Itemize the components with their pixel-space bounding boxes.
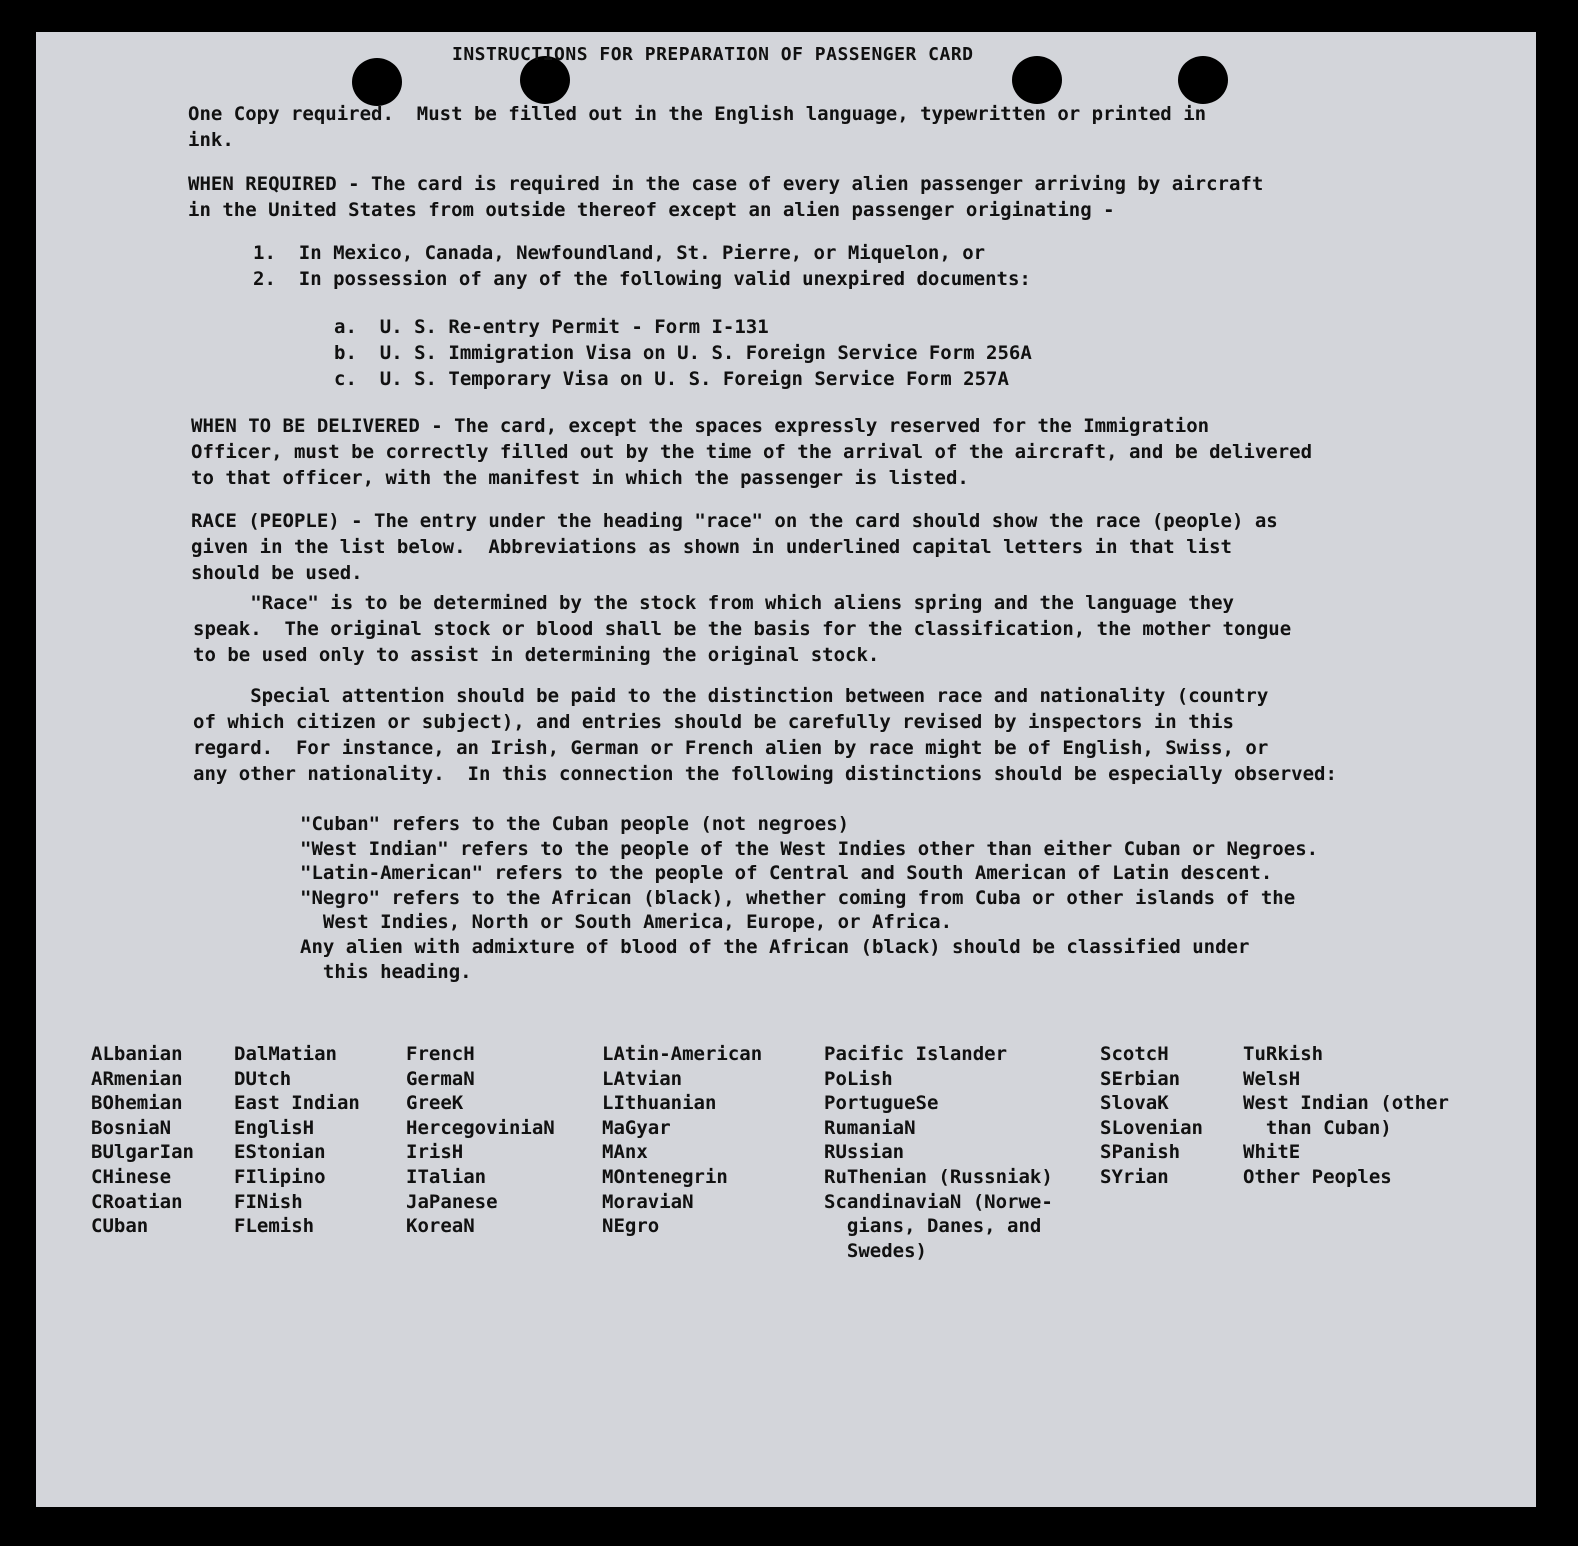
list-item: 1. In Mexico, Canada, Newfoundland, St. Pierre, or Miquelon, or: [253, 242, 986, 264]
race-column: [602, 1042, 762, 1239]
race-entry: EnglisH: [234, 1116, 315, 1139]
race-entry: Swedes): [824, 1239, 927, 1262]
race-entry: than Cuban): [1243, 1116, 1392, 1139]
race-paragraph: [191, 508, 1278, 586]
race-entry: BOhemian: [91, 1092, 183, 1115]
text-line: given in the list below. Abbreviations as shown in underlined capital letters in that list: [191, 536, 1232, 558]
race-entry: SYrian: [1100, 1165, 1169, 1188]
race-entry: LAtin-American: [602, 1043, 763, 1065]
race-entry: ScandinaviaN (Norwe-: [824, 1190, 1053, 1213]
text-line: to be used only to assist in determining the original stock.: [193, 644, 880, 666]
race-entry: RUssian: [824, 1141, 905, 1164]
race-entry: BUlgarIan: [91, 1141, 194, 1164]
document-page: [36, 32, 1536, 1507]
when-required-paragraph: [188, 171, 1263, 223]
race-entry: WelsH: [1243, 1067, 1301, 1090]
intro-paragraph: [188, 101, 1206, 153]
race-entry: HercegoviniaN: [406, 1116, 555, 1139]
race-column: [1243, 1042, 1449, 1190]
race-entry: NEgro: [602, 1215, 660, 1238]
race-entry: CUban: [91, 1215, 149, 1238]
text-line: speak. The original stock or blood shall be the basis for the classification, the mother tongue: [193, 618, 1292, 640]
race-entry: WhitE: [1243, 1141, 1301, 1164]
text-line: regard. For instance, an Irish, German or French alien by race might be of English, Swiss, or: [193, 737, 1269, 759]
race-entry: ITalian: [406, 1165, 487, 1188]
text-line: RACE (PEOPLE) - The entry under the heading "race" on the card should show the race (people) as: [191, 510, 1278, 532]
race-entry: KoreaN: [406, 1215, 475, 1238]
race-entry: gians, Danes, and: [824, 1215, 1042, 1238]
punch-hole: [1012, 56, 1062, 104]
race-entry: PoLish: [824, 1067, 893, 1090]
text-line: "Latin-American" refers to the people of Central and South American of Latin descent.: [300, 862, 1273, 885]
race-entry: West Indian (other: [1243, 1092, 1449, 1115]
race-entry: RumaniaN: [824, 1116, 916, 1139]
text-line: WHEN REQUIRED - The card is required in the case of every alien passenger arriving by aircraft: [188, 173, 1264, 195]
race-entry: Pacific Islander: [824, 1043, 1008, 1065]
lettered-list: [334, 314, 1032, 392]
page-title: INSTRUCTIONS FOR PREPARATION OF PASSENGER CARD: [452, 44, 974, 65]
race-entry: LAtvian: [602, 1067, 683, 1090]
text-line: Special attention should be paid to the distinction between race and nationality (country: [193, 685, 1269, 707]
text-line: in the United States from outside thereof except an alien passenger originating -: [188, 199, 1115, 221]
text-line: "Negro" refers to the African (black), whether coming from Cuba or other islands of the: [300, 886, 1296, 909]
punch-hole: [352, 58, 402, 106]
race-entry: Other Peoples: [1243, 1165, 1392, 1188]
race-entry: MaGyar: [602, 1116, 671, 1139]
text-line: "Cuban" refers to the Cuban people (not negroes): [300, 813, 850, 835]
list-item: a. U. S. Re-entry Permit - Form I-131: [334, 316, 769, 338]
text-line: West Indies, North or South America, Europe, or Africa.: [300, 911, 953, 934]
race-entry: DUtch: [234, 1067, 292, 1090]
race-entry: ALbanian: [91, 1043, 183, 1065]
race-entry: IrisH: [406, 1141, 464, 1164]
text-line: "West Indian" refers to the people of the West Indies other than either Cuban or Negroes.: [300, 837, 1319, 860]
race-entry: FINish: [234, 1190, 303, 1213]
race-entry: FrencH: [406, 1043, 475, 1065]
text-line: to that officer, with the manifest in which the passenger is listed.: [191, 467, 969, 489]
race-entry: SlovaK: [1100, 1092, 1169, 1115]
race-column: [91, 1042, 194, 1239]
text-line: Any alien with admixture of blood of the African (black) should be classified under: [300, 935, 1250, 958]
race-entry: ScotcH: [1100, 1043, 1169, 1065]
race-stock-paragraph: [193, 590, 1291, 668]
text-line: One Copy required. Must be filled out in the English language, typewritten or printed in: [188, 103, 1207, 125]
race-entry: EStonian: [234, 1141, 326, 1164]
text-line: WHEN TO BE DELIVERED - The card, except the spaces expressly reserved for the Immigration: [191, 415, 1210, 437]
text-line: any other nationality. In this connection the following distinctions should be especially observed:: [193, 763, 1337, 785]
race-entry: GreeK: [406, 1092, 464, 1115]
race-entry: MAnx: [602, 1141, 648, 1164]
list-item: 2. In possession of any of the following valid unexpired documents:: [253, 268, 1031, 290]
race-entry: SPanish: [1100, 1141, 1181, 1164]
distinctions-list: [300, 812, 1318, 984]
race-entry: SErbian: [1100, 1067, 1181, 1090]
race-entry: DalMatian: [234, 1043, 337, 1065]
race-entry: MOntenegrin: [602, 1165, 728, 1188]
text-line: should be used.: [191, 562, 363, 584]
race-entry: East Indian: [234, 1092, 360, 1115]
race-entry: ARmenian: [91, 1067, 183, 1090]
race-entry: TuRkish: [1243, 1043, 1324, 1065]
race-entry: CRoatian: [91, 1190, 183, 1213]
race-entry: LIthuanian: [602, 1092, 717, 1115]
race-entry: PortugueSe: [824, 1092, 939, 1115]
text-line: "Race" is to be determined by the stock from which aliens spring and the language they: [193, 592, 1234, 614]
list-item: b. U. S. Immigration Visa on U. S. Foreign Service Form 256A: [334, 342, 1032, 364]
special-attention-paragraph: [193, 683, 1337, 787]
text-line: ink.: [188, 129, 234, 151]
punch-hole: [1178, 56, 1228, 104]
numbered-list: [253, 240, 1031, 292]
race-column: [234, 1042, 360, 1239]
text-line: Officer, must be correctly filled out by the time of the arrival of the aircraft, and be delivered: [191, 441, 1313, 463]
race-entry: CHinese: [91, 1165, 172, 1188]
list-item: c. U. S. Temporary Visa on U. S. Foreign Service Form 257A: [334, 368, 1009, 390]
race-column: [1100, 1042, 1203, 1190]
race-entry: GermaN: [406, 1067, 475, 1090]
race-entry: BosniaN: [91, 1116, 172, 1139]
when-delivered-paragraph: [191, 413, 1312, 491]
text-line: of which citizen or subject), and entries should be carefully revised by inspectors in this: [193, 711, 1234, 733]
race-entry: RuThenian (Russniak): [824, 1165, 1053, 1188]
race-entry: JaPanese: [406, 1190, 498, 1213]
race-entry: FLemish: [234, 1215, 315, 1238]
race-entry: SLovenian: [1100, 1116, 1203, 1139]
text-line: this heading.: [300, 960, 472, 983]
race-column: [406, 1042, 555, 1239]
race-entry: MoraviaN: [602, 1190, 694, 1213]
race-entry: FIlipino: [234, 1165, 326, 1188]
race-column: [824, 1042, 1053, 1263]
